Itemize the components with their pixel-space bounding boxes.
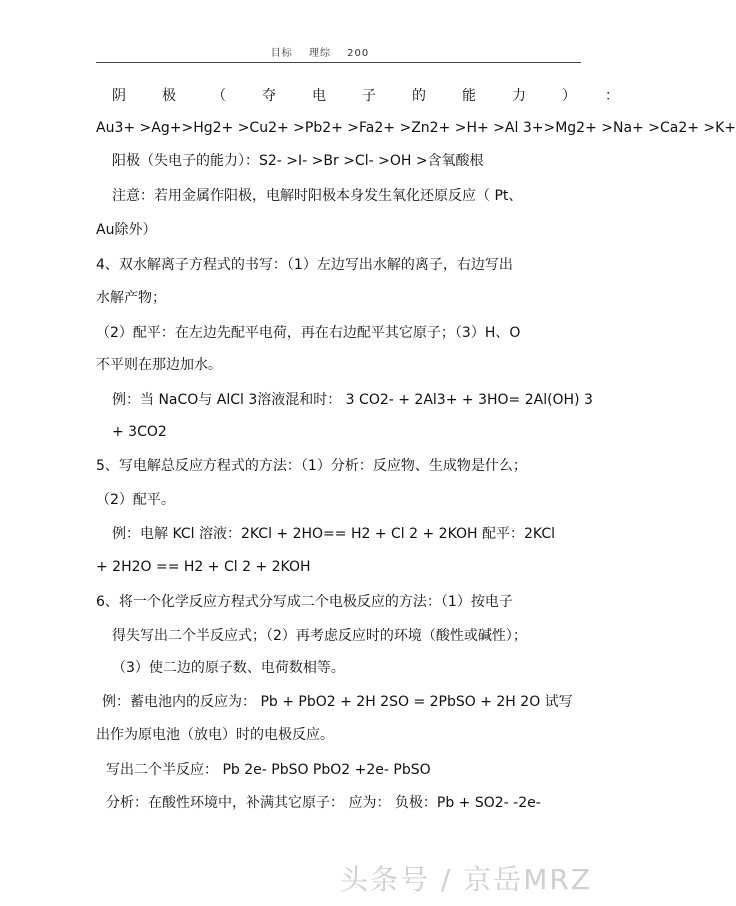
text-line-22: 分析：在酸性环境中，补满其它原子： 应为： 负极：Pb + SO2- -2e- [106,795,541,811]
header-right: 200 [347,48,370,59]
header-left: 目标 [270,48,293,59]
text-line-7: 水解产物； [96,290,166,306]
text-line-14: 例：电解 KCl 溶液：2KCl + 2HO== H2 + Cl 2 + 2KOH 配平：2KCl [112,526,555,542]
text-line-19: 例：蓄电池内的反应为： Pb + PbO2 + 2H 2SO = 2PbSO + 2H 2O 试写 [102,694,573,710]
text-line-20: 出作为原电池（放电）时的电极反应。 [96,727,334,743]
watermark: 头条号 / 京岳MRZ [340,863,593,896]
text-line-11: + 3CO2 [112,424,167,440]
text-line-9: 不平则在那边加水。 [96,357,222,373]
text-line-15: + 2H2O == H2 + Cl 2 + 2KOH [96,559,311,575]
text-line-6: 4、双水解离子方程式的书写：（1）左边写出水解的离子，右边写出 [96,257,513,273]
text-line-17: 得失写出二个半反应式；（2）再考虑反应时的环境（酸性或碱性）； [112,628,527,644]
text-line-3: 阳极（失电子的能力）：S2- >I- >Br >Cl- >OH >含氧酸根 [112,153,484,169]
text-line-21: 写出二个半反应： Pb 2e- PbSO PbO2 +2e- PbSO [106,762,431,778]
header-rule [96,62,581,63]
text-line-12: 5、写电解总反应方程式的方法：（1）分析：反应物、生成物是什么； [96,458,527,474]
text-line-18: （3）使二边的原子数、电荷数相等。 [112,660,345,676]
text-line-1: 阴极（夺电子的能力）： [112,88,655,104]
page-header [0,44,640,59]
text-line-4: 注意：若用金属作阳极，电解时阳极本身发生氧化还原反应（ Pt、 [112,188,523,204]
header-middle: 理综 [308,48,331,59]
text-line-2: Au3+ >Ag+>Hg2+ >Cu2+ >Pb2+ >Fa2+ >Zn2+ >H+ >Al 3+>Mg2+ >Na+ >Ca2+ >K+ [96,120,736,136]
text-line-10: 例：当 NaCO与 AlCl 3溶液混和时： 3 CO2- + 2Al3+ + 3HO= 2Al(OH) 3 [112,392,593,408]
text-line-13: （2）配平。 [96,492,175,508]
text-line-8: （2）配平：在左边先配平电荷，再在右边配平其它原子；（3）H、O [96,325,521,341]
text-line-5: Au除外） [96,222,157,238]
text-line-16: 6、将一个化学反应方程式分写成二个电极反应的方法：（1）按电子 [96,594,513,610]
